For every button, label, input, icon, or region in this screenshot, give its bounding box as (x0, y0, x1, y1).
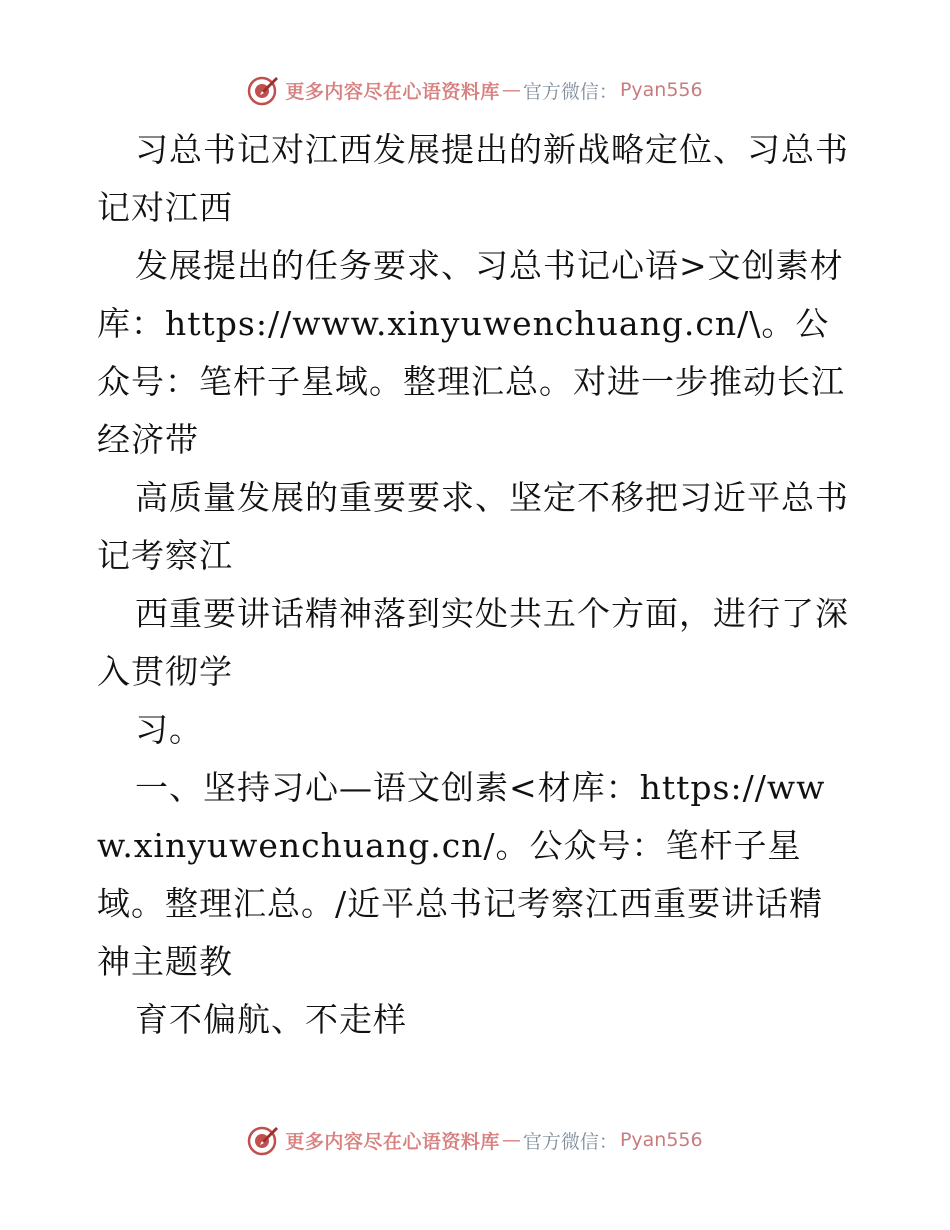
paragraph: 发展提出的任务要求、习总书记心语>文创素材库：https://www.xinyuwenchuang.cn/\。公众号：笔杆子星域。整理汇总。对进一步推动长江经济带 (97, 246, 845, 459)
footer-banner (0, 1122, 950, 1158)
pen-logo-icon (247, 1124, 279, 1156)
banner-contact: 官方微信： (522, 1130, 618, 1153)
banner-contact-id: Pyan556 (619, 1129, 703, 1151)
banner-title: 更多内容尽在心语资料库 (285, 1130, 500, 1153)
paragraph: 习总书记对江西发展提出的新战略定位、习总书记对江西 (97, 130, 849, 227)
document-body (97, 121, 857, 1049)
paragraph: 高质量发展的重要要求、坚定不移把习近平总书记考察江 (97, 478, 849, 575)
banner-dash: — (501, 79, 521, 101)
banner-title: 更多内容尽在心语资料库 (285, 80, 500, 103)
pen-logo-icon (247, 74, 279, 106)
banner-contact: 官方微信： (522, 80, 618, 103)
paragraph: 西重要讲话精神落到实处共五个方面，进行了深入贯彻学 (97, 594, 849, 691)
header-banner (0, 72, 950, 108)
banner-contact-id: Pyan556 (619, 79, 703, 101)
paragraph: 育不偏航、不走样 (135, 1000, 407, 1039)
banner-dash: — (501, 1129, 521, 1151)
paragraph: 习。 (135, 710, 203, 749)
paragraph: 一、坚持习心—语文创素<材库：https://www.xinyuwenchuang.cn/。公众号：笔杆子星域。整理汇总。/近平总书记考察江西重要讲话精神主题教 (97, 768, 826, 981)
